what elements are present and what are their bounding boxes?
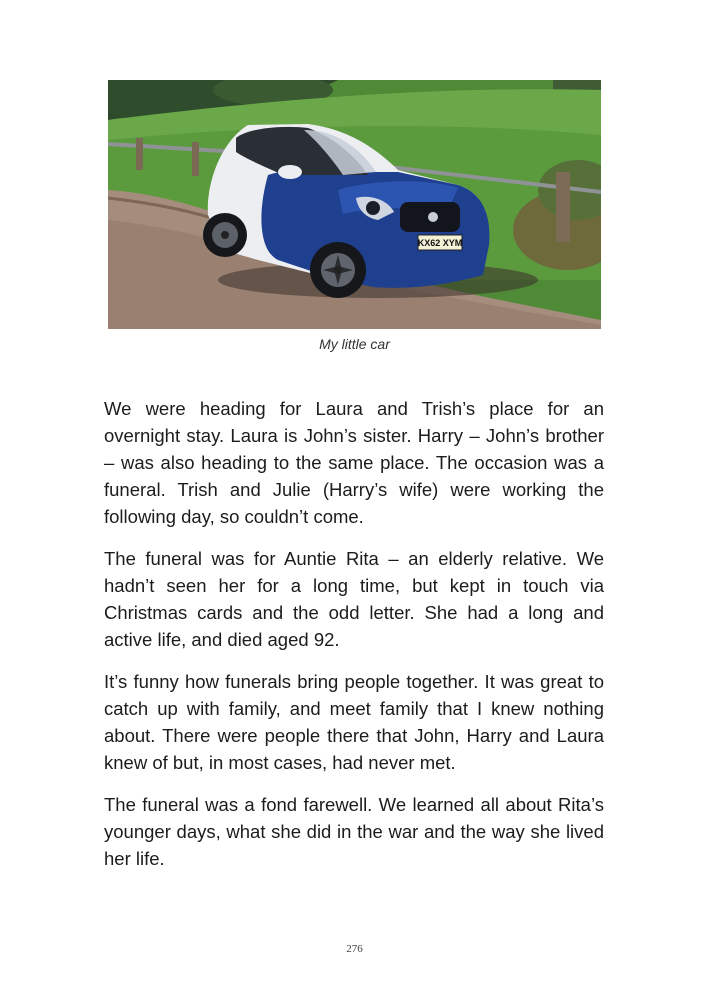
car-photo	[108, 80, 601, 329]
paragraph: We were heading for Laura and Trish’s place for an overnight stay. Laura is John’s sister. Harry – John’s brother – was also heading to the same place. The occasion was a funeral. Trish and Julie (Harry’s wife) were working the following day, so couldn’t come.	[104, 398, 604, 527]
plate-text: KX62 XYM	[417, 238, 463, 248]
photo-caption: My little car	[319, 336, 390, 352]
paragraph: It’s funny how funerals bring people together. It was great to catch up with family, and meet family that I knew nothing about. There were people there that John, Harry and Laura knew of but, in most cases, had never met.	[104, 671, 604, 773]
body-text	[104, 395, 604, 887]
paragraph: The funeral was a fond farewell. We learned all about Rita’s younger days, what she did in the war and the way she lived her life.	[104, 794, 604, 869]
paragraph: The funeral was for Auntie Rita – an elderly relative. We hadn’t seen her for a long time, but kept in touch via Christmas cards and the odd letter. She had a long and active life, and died aged 92.	[104, 548, 604, 650]
page-number: 276	[346, 943, 363, 955]
